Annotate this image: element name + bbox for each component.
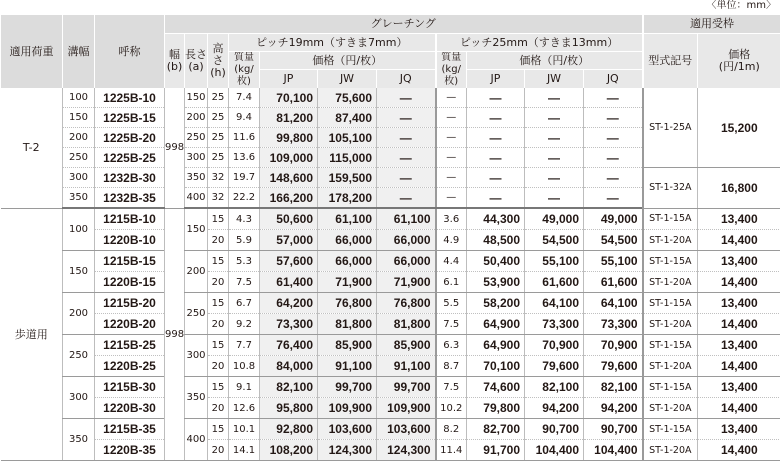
price-jp-25: — — [467, 108, 525, 128]
price-jq-25: 70,900 — [584, 335, 643, 356]
price-jp-19: 57,600 — [260, 251, 318, 272]
price-jw-25: — — [525, 108, 584, 128]
price-jw-19: 99,700 — [318, 377, 377, 398]
height-cell: 32 — [208, 168, 229, 188]
price-jq-25: 49,000 — [584, 208, 643, 230]
header-w: 幅 (b) — [165, 34, 185, 89]
length-cell: 150 — [185, 88, 208, 108]
price-jp-25: — — [467, 128, 525, 148]
frame-model: ST-1-15A — [643, 208, 698, 230]
price-jq-25: 61,600 — [584, 272, 643, 293]
width-cell: 350 — [63, 188, 95, 209]
mass-19: 9.2 — [229, 314, 260, 335]
price-jp-25: 64,900 — [467, 314, 525, 335]
mass-19: 10.1 — [229, 419, 260, 440]
price-jq-25: 94,200 — [584, 398, 643, 419]
frame-model: ST-1-20A — [643, 398, 698, 419]
width-cell: 100 — [63, 88, 95, 108]
frame-price: 14,400 — [698, 230, 780, 251]
length-cell: 300 — [185, 148, 208, 168]
product-name: 1215B-35 — [95, 419, 165, 440]
frame-price: 13,400 — [698, 251, 780, 272]
frame-model: ST-1-15A — [643, 251, 698, 272]
price-jq-25: 64,100 — [584, 293, 643, 314]
table-row — [1, 356, 780, 377]
width-cell: 300 — [63, 168, 95, 188]
price-jp-19: 73,300 — [260, 314, 318, 335]
height-cell: 20 — [208, 356, 229, 377]
mass-25: — — [436, 148, 467, 168]
frame-model: ST-1-15A — [643, 335, 698, 356]
price-jw-25: 104,400 — [525, 440, 584, 461]
price-jw-25: 82,100 — [525, 377, 584, 398]
product-name: 1220B-20 — [95, 314, 165, 335]
header-pitch19: ピッチ19mm（すきま7mm） — [229, 34, 436, 52]
header-jp-19: JP — [260, 70, 318, 88]
frame-price: 13,400 — [698, 335, 780, 356]
price-jq-25: — — [584, 108, 643, 128]
frame-model: ST-1-20A — [643, 440, 698, 461]
height-cell: 25 — [208, 128, 229, 148]
header-jp-25: JP — [467, 70, 525, 88]
price-jq-19: 103,600 — [377, 419, 436, 440]
header-mass-25: 質量 (kg/枚) — [436, 52, 467, 89]
width-cell: 200 — [63, 293, 95, 335]
price-jp-19: 81,200 — [260, 108, 318, 128]
price-jq-19: 61,100 — [377, 208, 436, 230]
frame-model: ST-1-15A — [643, 293, 698, 314]
width-cell: 100 — [63, 208, 95, 251]
price-jq-25: 82,100 — [584, 377, 643, 398]
price-jw-19: 87,400 — [318, 108, 377, 128]
table-row — [1, 335, 780, 356]
product-name: 1220B-10 — [95, 230, 165, 251]
price-jw-19: 66,000 — [318, 230, 377, 251]
length-cell: 200 — [185, 108, 208, 128]
price-jw-19: 159,500 — [318, 168, 377, 188]
price-jw-19: 71,900 — [318, 272, 377, 293]
header-rprice: 価格 (円/1m) — [698, 34, 780, 89]
price-jw-25: 70,900 — [525, 335, 584, 356]
table-row — [1, 419, 780, 440]
height-cell: 25 — [208, 88, 229, 108]
price-jw-25: 73,300 — [525, 314, 584, 335]
unit-note: 〈単位：mm〉 — [707, 0, 776, 12]
price-jw-19: 61,100 — [318, 208, 377, 230]
product-name: 1232B-35 — [95, 188, 165, 209]
price-jp-25: 48,500 — [467, 230, 525, 251]
table-header — [1, 15, 780, 89]
price-jq-19: — — [377, 148, 436, 168]
load-cell: 歩道用 — [1, 208, 63, 461]
table-row — [1, 168, 780, 188]
frame-model: ST-1-32A — [643, 168, 698, 209]
table-row — [1, 88, 780, 108]
mass-19: 6.7 — [229, 293, 260, 314]
mass-19: 13.6 — [229, 148, 260, 168]
price-jq-19: 81,800 — [377, 314, 436, 335]
length-cell: 400 — [185, 188, 208, 209]
price-jq-19: 66,000 — [377, 251, 436, 272]
product-name: 1225B-15 — [95, 108, 165, 128]
mass-19: 4.3 — [229, 208, 260, 230]
price-jw-25: — — [525, 188, 584, 209]
mass-25: — — [436, 88, 467, 108]
price-jq-25: — — [584, 128, 643, 148]
price-jp-25: — — [467, 188, 525, 209]
price-jp-25: — — [467, 88, 525, 108]
mass-19: 22.2 — [229, 188, 260, 209]
load-cell: T-2 — [1, 88, 63, 208]
price-jp-25: 70,100 — [467, 356, 525, 377]
price-jw-19: 105,100 — [318, 128, 377, 148]
price-jq-19: 99,700 — [377, 377, 436, 398]
price-jw-19: 81,800 — [318, 314, 377, 335]
header-jq-25: JQ — [584, 70, 643, 88]
price-jp-19: 50,600 — [260, 208, 318, 230]
price-jp-19: 99,800 — [260, 128, 318, 148]
frame-price: 14,400 — [698, 440, 780, 461]
product-name: 1220B-30 — [95, 398, 165, 419]
price-jw-19: 124,300 — [318, 440, 377, 461]
mass-19: 5.3 — [229, 251, 260, 272]
header-model: 型式記号 — [643, 34, 698, 89]
height-cell: 20 — [208, 230, 229, 251]
width-cell: 350 — [63, 419, 95, 461]
frame-price: 13,400 — [698, 377, 780, 398]
frame-model: ST-1-20A — [643, 272, 698, 293]
price-table — [0, 14, 780, 461]
mass-25: 6.1 — [436, 272, 467, 293]
header-jq-19: JQ — [377, 70, 436, 88]
product-name: 1220B-25 — [95, 356, 165, 377]
frame-price: 13,400 — [698, 419, 780, 440]
price-jp-19: 84,000 — [260, 356, 318, 377]
price-jq-25: 104,400 — [584, 440, 643, 461]
mass-25: — — [436, 128, 467, 148]
mass-19: 14.1 — [229, 440, 260, 461]
frame-model: ST-1-20A — [643, 230, 698, 251]
price-jp-19: 166,200 — [260, 188, 318, 209]
price-jq-19: 91,100 — [377, 356, 436, 377]
price-jw-19: 103,600 — [318, 419, 377, 440]
table-row — [1, 440, 780, 461]
height-cell: 15 — [208, 293, 229, 314]
price-jp-25: 79,800 — [467, 398, 525, 419]
price-jp-19: 64,200 — [260, 293, 318, 314]
length-cell: 250 — [185, 293, 208, 335]
price-jq-19: 76,800 — [377, 293, 436, 314]
height-cell: 15 — [208, 377, 229, 398]
table-row — [1, 208, 780, 230]
price-jq-19: — — [377, 88, 436, 108]
header-receiver: 適用受枠 — [643, 15, 780, 34]
price-jq-25: — — [584, 188, 643, 209]
price-jq-19: — — [377, 108, 436, 128]
price-jp-25: — — [467, 168, 525, 188]
price-jp-19: 76,400 — [260, 335, 318, 356]
price-jp-25: 82,700 — [467, 419, 525, 440]
mass-19: 9.1 — [229, 377, 260, 398]
frame-model: ST-1-15A — [643, 419, 698, 440]
height-cell: 25 — [208, 148, 229, 168]
header-name: 呼称 — [95, 15, 165, 89]
price-jq-19: 124,300 — [377, 440, 436, 461]
price-jq-19: 85,900 — [377, 335, 436, 356]
table-row — [1, 314, 780, 335]
length-cell: 250 — [185, 128, 208, 148]
width-cell: 200 — [63, 128, 95, 148]
price-jw-25: — — [525, 148, 584, 168]
mass-25: 10.2 — [436, 398, 467, 419]
header-mass-19: 質量 (kg/枚) — [229, 52, 260, 89]
mass-25: 3.6 — [436, 208, 467, 230]
header-price-25: 価格（円/枚） — [467, 52, 643, 70]
length-cell: 400 — [185, 419, 208, 461]
product-name: 1225B-20 — [95, 128, 165, 148]
price-jq-25: — — [584, 168, 643, 188]
header-jw-25: JW — [525, 70, 584, 88]
frame-price: 14,400 — [698, 314, 780, 335]
price-jw-19: 76,800 — [318, 293, 377, 314]
price-jw-25: 64,100 — [525, 293, 584, 314]
width-cell: 250 — [63, 148, 95, 168]
frame-price: 15,200 — [698, 88, 780, 168]
price-jw-25: 79,600 — [525, 356, 584, 377]
price-jp-19: 82,100 — [260, 377, 318, 398]
length-cell: 200 — [185, 251, 208, 293]
header-l: 長さ (a) — [185, 34, 208, 89]
mass-25: — — [436, 188, 467, 209]
price-jq-25: 79,600 — [584, 356, 643, 377]
price-jp-19: 109,000 — [260, 148, 318, 168]
mass-25: — — [436, 168, 467, 188]
price-jw-25: — — [525, 88, 584, 108]
table-row — [1, 293, 780, 314]
height-cell: 15 — [208, 335, 229, 356]
height-cell: 15 — [208, 208, 229, 230]
product-name: 1220B-15 — [95, 272, 165, 293]
frame-price: 14,400 — [698, 356, 780, 377]
frame-price: 14,400 — [698, 398, 780, 419]
mass-25: 7.5 — [436, 314, 467, 335]
header-width: 溝幅 — [63, 15, 95, 89]
price-jw-25: 49,000 — [525, 208, 584, 230]
price-jp-25: 53,900 — [467, 272, 525, 293]
frame-price: 13,400 — [698, 208, 780, 230]
product-name: 1225B-25 — [95, 148, 165, 168]
mass-25: — — [436, 108, 467, 128]
price-jw-19: 91,100 — [318, 356, 377, 377]
mass-25: 7.5 — [436, 377, 467, 398]
price-jq-19: 66,000 — [377, 230, 436, 251]
frame-price: 16,800 — [698, 168, 780, 209]
length-cell: 150 — [185, 208, 208, 251]
width-cell: 250 — [63, 335, 95, 377]
price-jq-19: — — [377, 188, 436, 209]
price-jp-25: 91,700 — [467, 440, 525, 461]
price-jq-25: 90,700 — [584, 419, 643, 440]
grating-width: 998 — [165, 88, 185, 208]
table-row — [1, 272, 780, 293]
price-jw-19: 115,000 — [318, 148, 377, 168]
frame-price: 14,400 — [698, 272, 780, 293]
frame-model: ST-1-20A — [643, 314, 698, 335]
height-cell: 25 — [208, 108, 229, 128]
mass-19: 5.9 — [229, 230, 260, 251]
mass-25: 11.4 — [436, 440, 467, 461]
price-jw-25: — — [525, 128, 584, 148]
mass-19: 9.4 — [229, 108, 260, 128]
price-jp-19: 57,000 — [260, 230, 318, 251]
price-jw-25: 54,500 — [525, 230, 584, 251]
product-name: 1232B-30 — [95, 168, 165, 188]
width-cell: 150 — [63, 251, 95, 293]
length-cell: 350 — [185, 168, 208, 188]
price-jp-25: 58,200 — [467, 293, 525, 314]
mass-25: 8.2 — [436, 419, 467, 440]
frame-model: ST-1-15A — [643, 377, 698, 398]
height-cell: 20 — [208, 314, 229, 335]
mass-25: 4.4 — [436, 251, 467, 272]
price-jw-19: 178,200 — [318, 188, 377, 209]
price-jp-19: 108,200 — [260, 440, 318, 461]
price-jq-25: 73,300 — [584, 314, 643, 335]
product-name: 1215B-10 — [95, 208, 165, 230]
width-cell: 300 — [63, 377, 95, 419]
price-jw-19: 85,900 — [318, 335, 377, 356]
price-jp-25: — — [467, 148, 525, 168]
table-row — [1, 377, 780, 398]
table-body — [1, 88, 780, 461]
frame-price: 13,400 — [698, 293, 780, 314]
price-jq-25: — — [584, 148, 643, 168]
price-jq-25: 54,500 — [584, 230, 643, 251]
table-row — [1, 251, 780, 272]
price-jp-19: 148,600 — [260, 168, 318, 188]
price-jw-25: 90,700 — [525, 419, 584, 440]
price-jq-19: — — [377, 168, 436, 188]
mass-19: 11.6 — [229, 128, 260, 148]
product-name: 1225B-10 — [95, 88, 165, 108]
price-jq-19: 109,900 — [377, 398, 436, 419]
length-cell: 300 — [185, 335, 208, 377]
mass-19: 10.8 — [229, 356, 260, 377]
frame-model: ST-1-20A — [643, 356, 698, 377]
price-jq-19: 71,900 — [377, 272, 436, 293]
price-jp-19: 61,400 — [260, 272, 318, 293]
price-jw-25: 61,600 — [525, 272, 584, 293]
header-load: 適用荷重 — [1, 15, 63, 89]
frame-model: ST-1-25A — [643, 88, 698, 168]
height-cell: 32 — [208, 188, 229, 209]
length-cell: 350 — [185, 377, 208, 419]
mass-25: 8.7 — [436, 356, 467, 377]
price-jp-19: 92,800 — [260, 419, 318, 440]
price-jw-19: 75,600 — [318, 88, 377, 108]
product-name: 1215B-25 — [95, 335, 165, 356]
product-name: 1215B-30 — [95, 377, 165, 398]
product-name: 1215B-15 — [95, 251, 165, 272]
mass-25: 5.5 — [436, 293, 467, 314]
height-cell: 20 — [208, 440, 229, 461]
height-cell: 20 — [208, 398, 229, 419]
price-jq-25: — — [584, 88, 643, 108]
mass-25: 4.9 — [436, 230, 467, 251]
header-h: 高さ (h) — [208, 34, 229, 89]
mass-19: 12.6 — [229, 398, 260, 419]
header-pitch25: ピッチ25mm（すきま13mm） — [436, 34, 643, 52]
height-cell: 15 — [208, 419, 229, 440]
price-jp-19: 95,800 — [260, 398, 318, 419]
header-price-19: 価格（円/枚） — [260, 52, 436, 70]
grating-width: 998 — [165, 208, 185, 461]
header-grating: グレーチング — [165, 15, 643, 34]
height-cell: 20 — [208, 272, 229, 293]
mass-19: 7.7 — [229, 335, 260, 356]
price-jp-25: 44,300 — [467, 208, 525, 230]
price-jw-19: 109,900 — [318, 398, 377, 419]
price-jw-25: — — [525, 168, 584, 188]
table-row — [1, 398, 780, 419]
mass-19: 7.5 — [229, 272, 260, 293]
price-jq-19: — — [377, 128, 436, 148]
width-cell: 150 — [63, 108, 95, 128]
price-jw-25: 94,200 — [525, 398, 584, 419]
header-jw-19: JW — [318, 70, 377, 88]
mass-19: 19.7 — [229, 168, 260, 188]
product-name: 1220B-35 — [95, 440, 165, 461]
height-cell: 15 — [208, 251, 229, 272]
price-jw-19: 66,000 — [318, 251, 377, 272]
price-jw-25: 55,100 — [525, 251, 584, 272]
mass-25: 6.3 — [436, 335, 467, 356]
price-jp-25: 64,900 — [467, 335, 525, 356]
product-name: 1215B-20 — [95, 293, 165, 314]
price-jq-25: 55,100 — [584, 251, 643, 272]
mass-19: 7.4 — [229, 88, 260, 108]
table-row — [1, 230, 780, 251]
price-jp-25: 74,600 — [467, 377, 525, 398]
price-jp-19: 70,100 — [260, 88, 318, 108]
price-jp-25: 50,400 — [467, 251, 525, 272]
